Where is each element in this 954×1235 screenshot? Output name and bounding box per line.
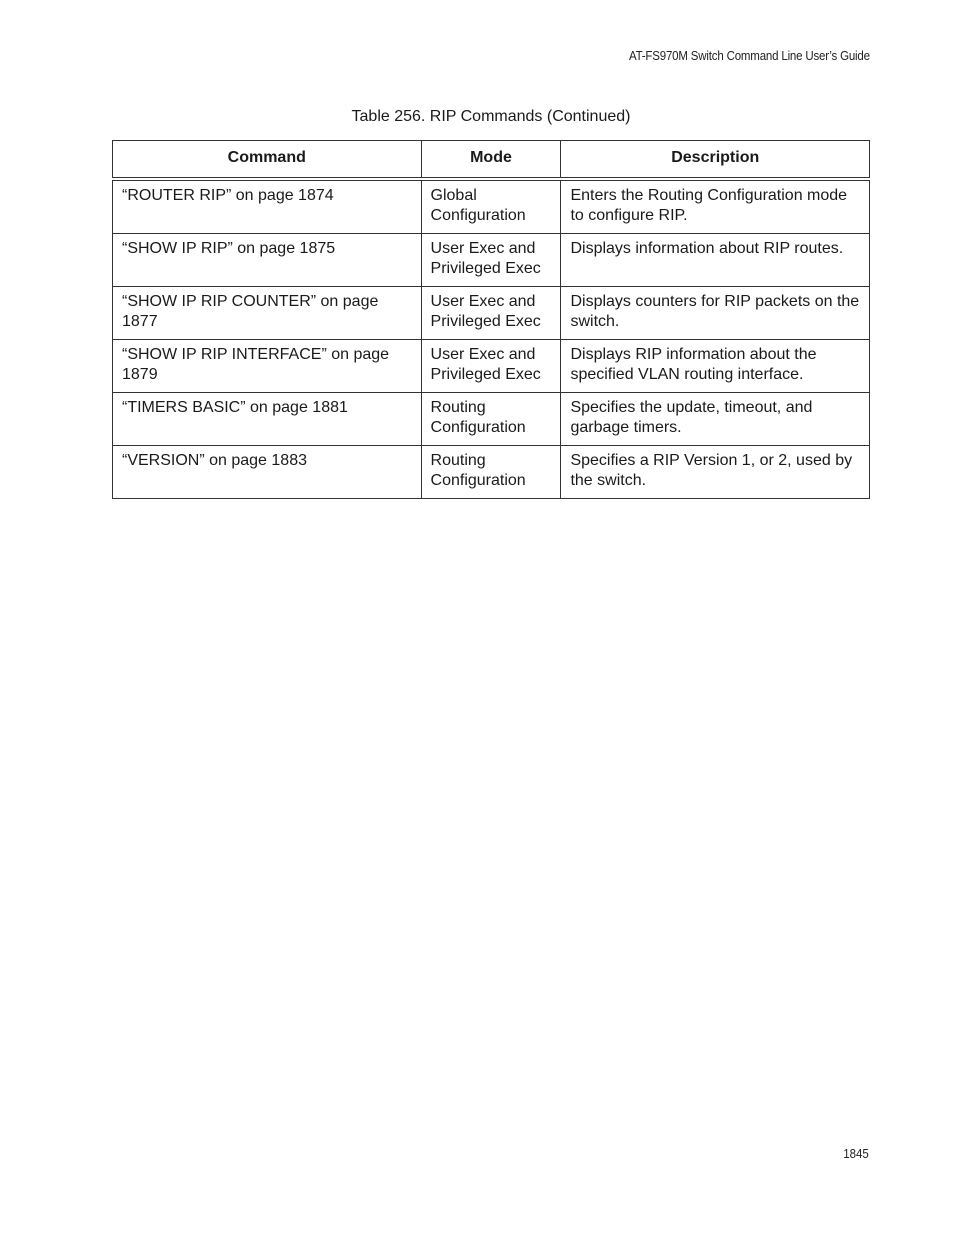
description-cell: Displays RIP information about the specified VLAN routing interface. (561, 340, 870, 393)
table-row (113, 179, 870, 234)
command-cell: “TIMERS BASIC” on page 1881 (113, 393, 422, 446)
column-header-command: Command (113, 141, 422, 180)
rip-commands-table (112, 140, 870, 499)
mode-cell: User Exec and Privileged Exec (421, 340, 561, 393)
column-header-mode: Mode (421, 141, 561, 180)
table-header-row (113, 141, 870, 180)
command-cell: “SHOW IP RIP INTERFACE” on page 1879 (113, 340, 422, 393)
mode-cell: Routing Configuration (421, 393, 561, 446)
command-cell: “ROUTER RIP” on page 1874 (113, 179, 422, 234)
description-cell: Enters the Routing Configuration mode to configure RIP. (561, 179, 870, 234)
mode-cell: Routing Configuration (421, 446, 561, 499)
table-row (113, 340, 870, 393)
command-cell: “VERSION” on page 1883 (113, 446, 422, 499)
table-row (113, 234, 870, 287)
table-row (113, 287, 870, 340)
table-row (113, 393, 870, 446)
table-caption: Table 256. RIP Commands (Continued) (351, 108, 631, 125)
running-header: AT-FS970M Switch Command Line User’s Guide (629, 49, 870, 63)
command-cell: “SHOW IP RIP” on page 1875 (113, 234, 422, 287)
mode-cell: User Exec and Privileged Exec (421, 287, 561, 340)
mode-cell: User Exec and Privileged Exec (421, 234, 561, 287)
command-cell: “SHOW IP RIP COUNTER” on page 1877 (113, 287, 422, 340)
description-cell: Specifies the update, timeout, and garbage timers. (561, 393, 870, 446)
description-cell: Specifies a RIP Version 1, or 2, used by the switch. (561, 446, 870, 499)
description-cell: Displays information about RIP routes. (561, 234, 870, 287)
description-cell: Displays counters for RIP packets on the switch. (561, 287, 870, 340)
mode-cell: Global Configuration (421, 179, 561, 234)
column-header-description: Description (561, 141, 870, 180)
page-number: 1845 (843, 1147, 869, 1161)
table-row (113, 446, 870, 499)
